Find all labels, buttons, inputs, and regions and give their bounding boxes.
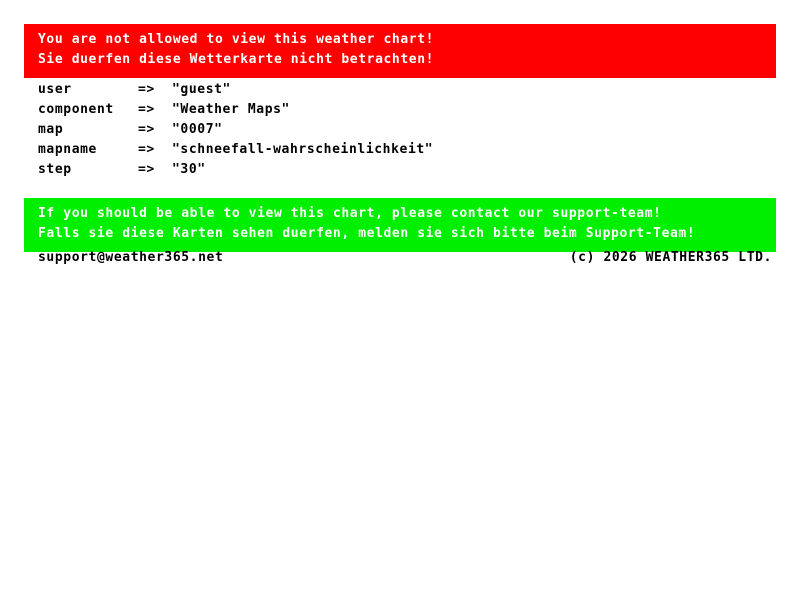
parameter-value: "guest" [172, 82, 231, 97]
parameter-key: map [38, 122, 64, 137]
error-banner-line-en: You are not allowed to view this weather chart! [38, 32, 435, 47]
parameter-key: component [38, 102, 114, 117]
support-banner-line-en: If you should be able to view this chart, please contact our support-team! [38, 206, 662, 221]
parameter-key: user [38, 82, 72, 97]
parameter-row-component [38, 100, 758, 120]
parameter-arrow: => [138, 142, 155, 157]
parameter-value: "0007" [172, 122, 223, 137]
parameter-arrow: => [138, 162, 155, 177]
error-banner [24, 24, 776, 78]
support-email-link[interactable]: support@weather365.net [38, 250, 224, 265]
parameter-key: step [38, 162, 72, 177]
copyright-text: (c) 2026 WEATHER365 LTD. [569, 250, 772, 265]
footer [38, 250, 772, 265]
error-banner-line-de: Sie duerfen diese Wetterkarte nicht betrachten! [38, 52, 435, 67]
parameter-row-user [38, 80, 758, 100]
parameter-row-mapname [38, 140, 758, 160]
parameter-arrow: => [138, 102, 155, 117]
parameter-value: "schneefall-wahrscheinlichkeit" [172, 142, 434, 157]
parameter-key: mapname [38, 142, 97, 157]
parameter-row-step [38, 160, 758, 180]
parameter-arrow: => [138, 82, 155, 97]
parameter-value: "30" [172, 162, 206, 177]
parameter-row-map [38, 120, 758, 140]
support-banner [24, 198, 776, 252]
parameter-value: "Weather Maps" [172, 102, 290, 117]
parameter-list [38, 80, 758, 180]
parameter-arrow: => [138, 122, 155, 137]
support-banner-line-de: Falls sie diese Karten sehen duerfen, melden sie sich bitte beim Support-Team! [38, 226, 696, 241]
